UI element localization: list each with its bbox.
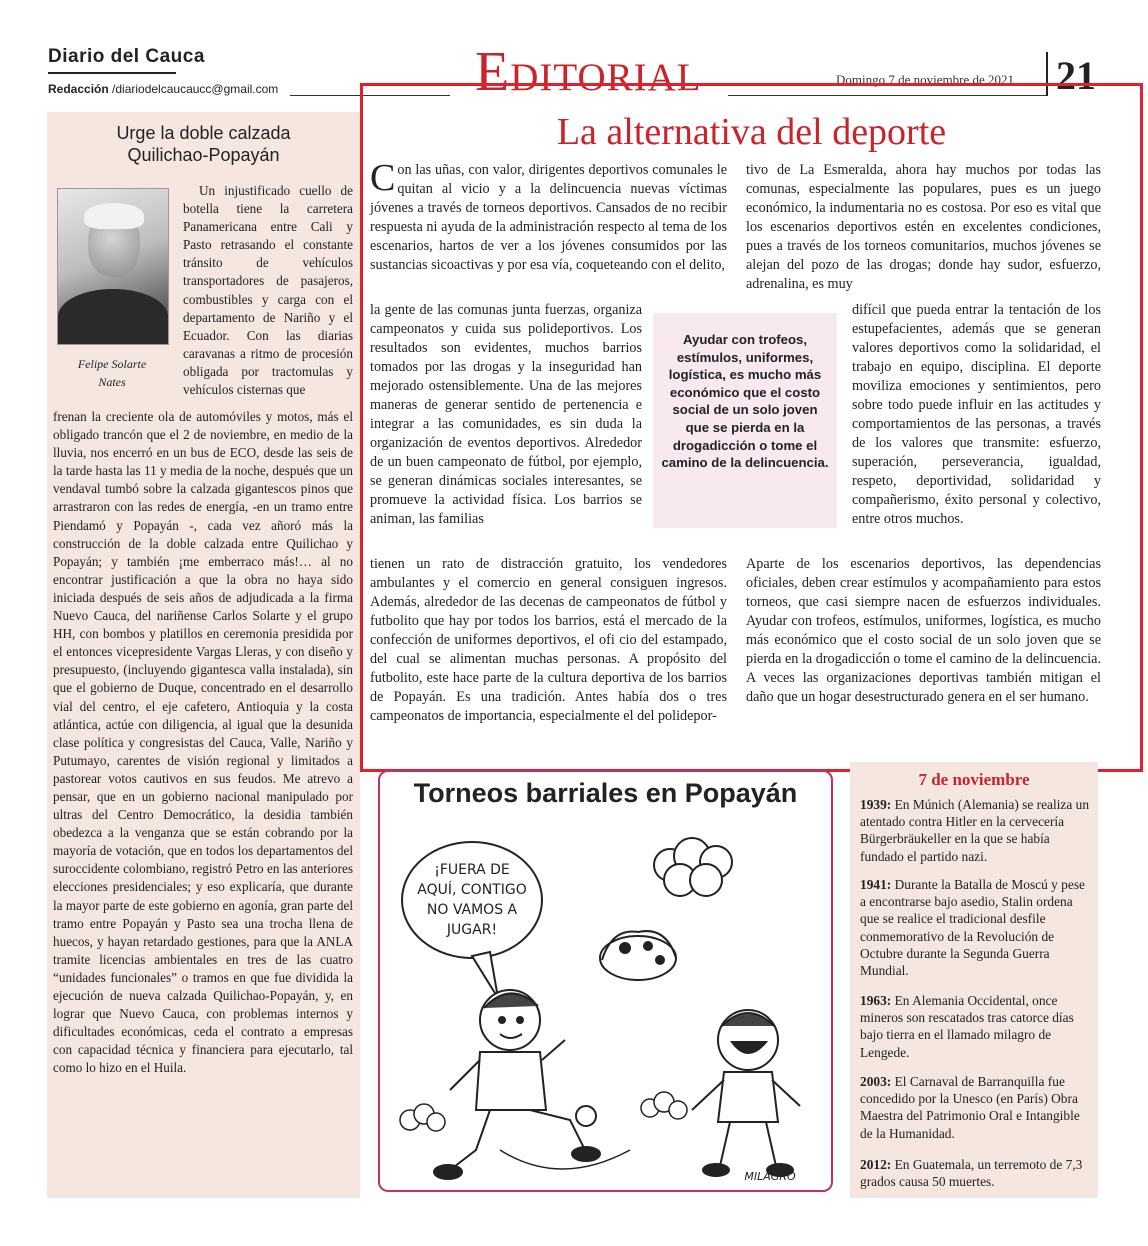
column-text-top: Un injustificado cuello de botella tiene la carretera Panamericana entre Cali y Pasto retrasando el constante tránsito de vehículos transportadores de pasajeros, combustibles y carga con el departamento de Nariño y el Ecuador. Con las diarias caravanas a ritmo de procesión obligada por tractomulas y vehículos cisternas que xyxy=(183,183,353,398)
ephemerides-title: 7 de noviembre xyxy=(918,770,1030,789)
column-title-line2: Quilichao-Popayán xyxy=(127,145,280,165)
ephemeris-text: En Guatemala, un terremoto de 7,3 grados causa 50 muertes. xyxy=(860,1157,1083,1190)
page-number: 21 xyxy=(1056,53,1096,98)
ephemeris-year: 1963: xyxy=(860,993,892,1008)
author-name-line2: Nates xyxy=(98,375,126,389)
bubble-line-2: AQUÍ, CONTIGO xyxy=(417,882,527,898)
dropcap: C xyxy=(370,157,396,199)
bubble-line-1: ¡FUERA DE xyxy=(434,862,510,878)
ephemeris-text: El Carnaval de Barranquilla fue concedido por la Unesco (en París) Obra Maestra del Patrimonio Oral e Intangible de la Humanidad. xyxy=(860,1074,1080,1141)
editorial-col1-a-text: on las uñas, con valor, dirigentes deportivos comunales le quitan al vicio y a la delincuencia nuevas víctimas jóvenes a través de torneos deportivos. Cansados de no recibir respuesta ni ayuda de la administración respecto al tema de los escenarios, hartos de ver a los jóvenes consumidos por las sustancias sicoactivas y por esa vía, coqueteando con el delito, xyxy=(370,162,727,273)
masthead-underline xyxy=(48,72,176,74)
kick-motion-line xyxy=(500,1150,630,1169)
cartoon-title: Torneos barriales en Popayán xyxy=(413,778,798,808)
ephemeris-item xyxy=(860,992,1094,1061)
editorial-col2-part-c: Aparte de los escenarios deportivos, las dependencias oficiales, deben crear estímulos y acompañamiento para estos torneos, que casi siempre nacen de esfuerzos individuales. Ayudar con trofeos, estímulos, uniformes, logística, es mucho más económico que el costo social de un solo joven que se pierda en la drogadicción o tome el camino de la delincuencia. A veces las organizaciones deportivas también mitigan el daño que un hogar desestructurado genera en el ser humano. xyxy=(746,556,1101,705)
pull-quote: Ayudar con trofeos, estímulos, uniformes, logística, es mucho más económico que el costo social de un solo joven que se pierda en la drogadicción o tome el camino de la delincuencia. xyxy=(653,313,837,528)
editorial-col1-part-c: tienen un rato de distracción gratuito, los vendedores ambulantes y el comercio en general consiguen ingresos. Además, alrededor de las decenas de campeonatos de fútbol y futbolito que hay por todos los barrios, está el mercado de la confección de uniformes deportivos, el ofi cio del estampado, del cual se alimentan muchas personas. A propósito del futbolito, este hace parte de la cultura deportiva de los barrios de Popayán. Es una tradición. Antes había dos o tres campeonatos de importancia, especialmente el del polidepor- xyxy=(370,556,727,724)
column-text-body: frenan la creciente ola de automóviles y motos, más el obligado trancón que el 2 de noviembre, en medio de la lluvia, nos encerró en un bus de ECO, desde las seis de la tarde hasta las 11 y media de la noche, después que un vendaval tumbó sobre la calzada gigantescos pinos que arrastraron con las redes de energía, -en un tramo entre Piendamó y Popayán -, cada vez añoró más la construcción de la doble calzada entre Quilichao y Popayán; y también ¡me emberraco más!… al no encontrar justificación a que la obra no haya sido iniciada después de seis años de adjudicada a la firma Nuevo Cauca, del nariñense Carlos Solarte y el grupo HH, con bombos y platillos en ceremonia presidida por el entonces vicepresidente Vargas Lleras, y con diseño y presupuesto, (incluyendo gigantesca valla instalada), sin que el gobierno de Duque, concentrado en el desarrollo vial del centro, el eje cafetero, Antioquia y la costa atlántica, actúe con diligencia, al igual que la desunida clase política y congresistas del Cauca, Valle, Nariño y Putumayo, carentes de visión regional y limitados a pastorear votos cautivos en sus feudos. Me atrevo a pensar, que en un gobierno nacional manipulado por ultras del Centro Democrático, la desidia también obedezca a la venganza que se están cobrando por la mayoría de votación, que en todos los departamentos del suroccidente colombiano, registró Petro en las anteriores elecciones presidenciales; y eso explicaría, que durante la mayor parte de este gobierno en agonía, gran parte del tramo entre Popayán y Pasto sea una trocha llena de huecos, y hayan retardado gestiones, para que la ANLA tramite licencias ambientales en tres de las cuatro “unidades funcionales” o tramos en que fue dividida la ejecución de nueva calzada Quilichao-Popayán, y, en lograr que Nuevo Cauca, con problemas internos y dificultades económicas, ceda el contrato a empresas con capacidad técnica y financiera para ejecutarlo, tal como lo hizo en el Huila. xyxy=(53,409,353,1076)
exploding-ball xyxy=(600,931,676,980)
ephemeris-text: Durante la Batalla de Moscú y pese a encontrarse bajo asedio, Stalin ordena que se realice el tradicional desfile conmemorativo de la Revolución de Octubre durante la Segunda Guerra Mundial. xyxy=(860,877,1085,979)
newspaper-masthead xyxy=(48,46,205,68)
ephemeris-text: En Alemania Occidental, once mineros son rescatados tras catorce días bajo tierra en el llamado milagro de Lengede. xyxy=(860,993,1074,1060)
cartoon-box xyxy=(378,770,833,1192)
small-ball xyxy=(576,1106,596,1126)
column-title xyxy=(47,122,360,166)
ephemerides-box xyxy=(850,762,1098,1198)
author-name-line1: Felipe Solarte xyxy=(77,357,147,371)
column-title-line1: Urge la doble calzada xyxy=(116,123,291,143)
dust-cloud xyxy=(654,838,732,896)
opinion-column xyxy=(47,112,360,1198)
editorial-col2-part-a: tivo de La Esmeralda, ahora hay muchos por todas las comunas, especialmente las populares, pues es un juego económico, la indumentaria no es costosa. Por eso es vital que los escenarios deportivos estén en excelentes condiciones, pues a través de los torneos comunitarios, muchos jóvenes se alejan del pozo de las drogas; donde hay sudor, esfuerzo, adrenalina, es muy xyxy=(746,162,1101,292)
redaccion-label: Redacción xyxy=(48,82,109,96)
kicking-boy xyxy=(434,990,600,1179)
bubble-line-4: JUGAR! xyxy=(446,922,498,938)
ephemeris-item xyxy=(860,1156,1094,1190)
masthead-text: Diario del Cauca xyxy=(48,46,205,67)
bubble-line-3: NO VAMOS A xyxy=(426,902,518,918)
photo-shoulders xyxy=(58,289,168,344)
section-title: Editorial xyxy=(475,41,702,103)
photo-hair xyxy=(84,203,144,229)
editorial-col1-part-b: la gente de las comunas junta fuerzas, organiza campeonatos y cuida sus polideportivos. Los resultados son evidentes, muchos barrios tomados por las drogas y la inseguridad han mejorado ostensiblemente. Una de las mejores maneras de generar sentido de pertenencia e integrar a las comunidades, es sin duda la organización de eventos deportivos. Alrededor de un buen campeonato de fútbol, por ejemplo, se generan dinámicas sociales interesantes, se promueve la actividad física. Los barrios se animan, las familias xyxy=(370,302,642,527)
author-caption xyxy=(57,355,167,391)
redaccion-line xyxy=(48,82,278,96)
ephemeris-item xyxy=(860,796,1094,865)
editorial-col2-part-b: difícil que pueda entrar la tentación de los estupefacientes, además que se generan valores deportivos como la solidaridad, el trabajo en equipo, disciplina. El deporte moviliza emociones y sentimientos, pero sobre todo puede influir en las actitudes y comportamientos de las personas, a través de los valores que transmite: esfuerzo, superación, perseverancia, igualdad, respeto, deportividad, solidaridad y compañerismo, éxito personal y colectivo, entre otros muchos. xyxy=(852,302,1101,527)
editorial-col1-part-a xyxy=(370,157,727,275)
ephemeris-item xyxy=(860,1073,1094,1142)
speech-bubble xyxy=(402,842,542,998)
cartoonist-signature: MILAGRO xyxy=(744,1170,796,1183)
ephemeris-year: 2012: xyxy=(860,1157,892,1172)
edition-date: Domingo 7 de noviembre de 2021 xyxy=(836,72,1014,87)
ephemeris-year: 2003: xyxy=(860,1074,892,1089)
cartoon-illustration xyxy=(380,820,831,1190)
ephemeris-year: 1939: xyxy=(860,797,892,812)
author-photo xyxy=(57,188,169,345)
ephemeris-text: En Múnich (Alemania) se realiza un atentado contra Hitler en la cervecería Bürgerbräukeller en la que se había fundado el partido nazi. xyxy=(860,797,1090,864)
laughing-boy xyxy=(692,1010,800,1176)
ephemeris-item xyxy=(860,876,1094,979)
editorial-headline: La alternativa del deporte xyxy=(556,111,947,153)
ephemeris-year: 1941: xyxy=(860,877,892,892)
redaccion-email: /diariodelcaucaucc@gmail.com xyxy=(108,82,279,96)
